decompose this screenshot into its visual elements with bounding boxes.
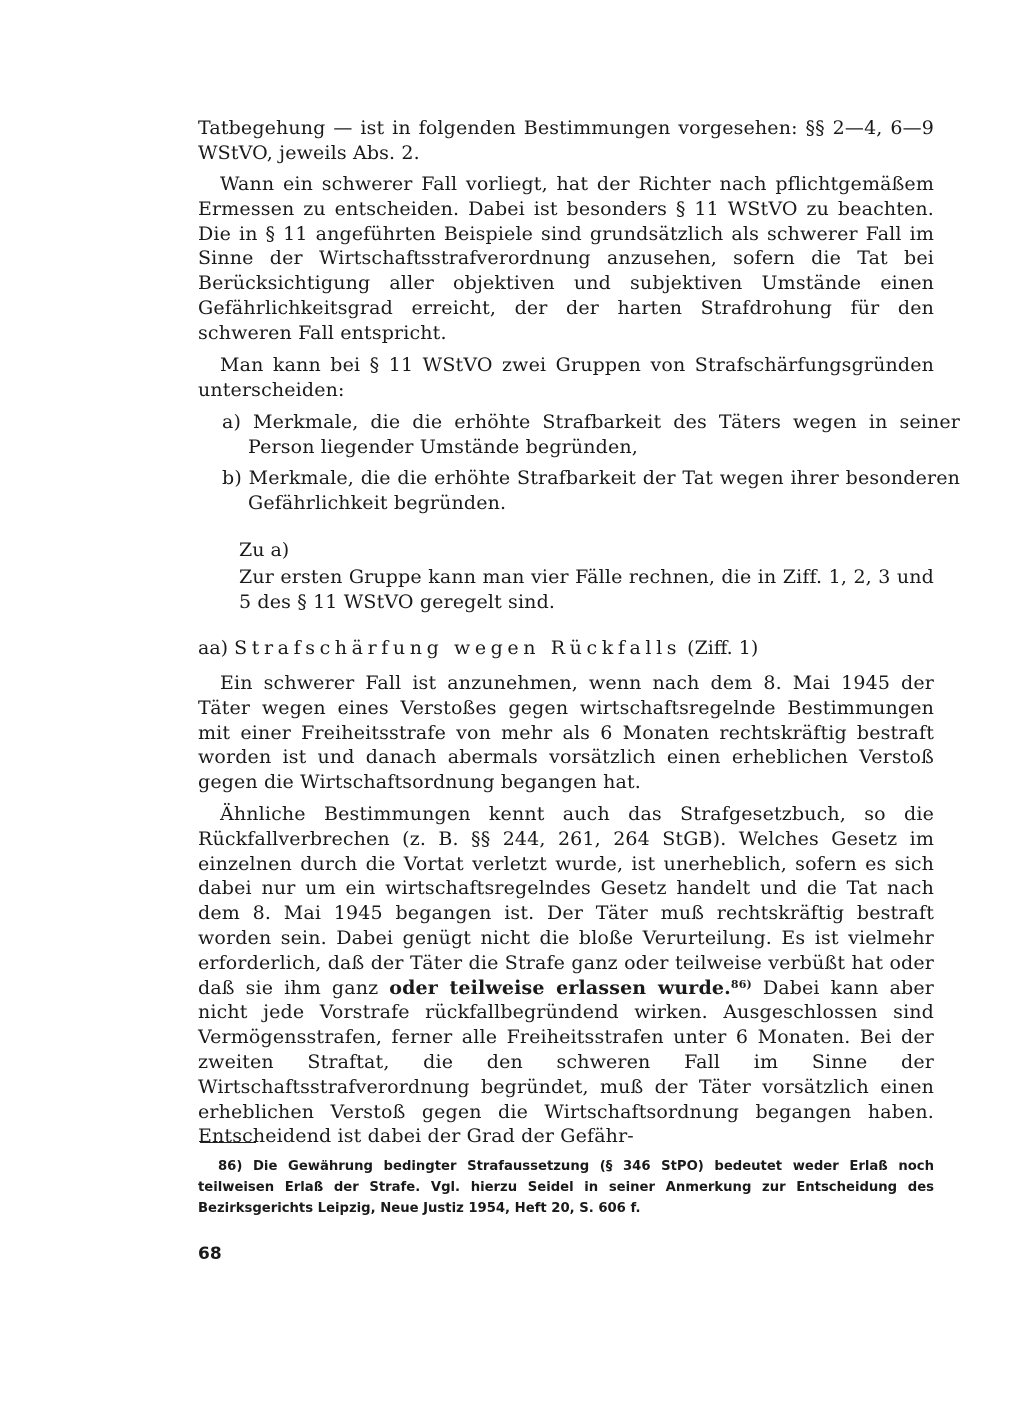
list-item-a: a) Merkmale, die die erhöhte Strafbarkeit des Täters wegen in seiner Person liegender Umstände begründen,: [222, 411, 960, 458]
heading-prefix: aa): [198, 637, 229, 659]
footnote-reference: 86): [730, 977, 752, 991]
paragraph-aehnliche-bestimmungen: [198, 802, 934, 1149]
footnote-86: [198, 1156, 934, 1219]
paragraph-continuation: Tatbegehung — ist in folgenden Bestimmungen vorgesehen: §§ 2—4, 6—9 WStVO, jeweils Abs. 2.: [198, 117, 934, 164]
paragraph-text-bold: oder teilweise erlassen wurde.: [389, 976, 731, 999]
footnote-text: Die Gewährung bedingter Strafaussetzung (§ 346 StPO) bedeutet weder Erlaß noch teilweisen Erlaß der Strafe. Vgl. hierzu Seidel in seiner Anmerkung zur Entscheidung des Bezirksgerichts Leipzig, Neue Justiz 1954, Heft 20, S. 606 f.: [198, 1159, 934, 1216]
paragraph-schwerer-fall-anzunehmen: Ein schwerer Fall ist anzunehmen, wenn nach dem 8. Mai 1945 der Täter wegen eines Verstoßes gegen wirtschaftsregelnde Bestimmungen mit einer Freiheitsstrafe von mehr als 6 Monaten rechtskräftig bestraft worden ist und danach abermals vorsätzlich einen erheblichen Verstoß gegen die Wirtschaftsordnung begangen hat.: [198, 672, 934, 794]
heading-spaced-title: Strafschärfung wegen Rückfalls: [234, 637, 682, 659]
footnote-separator: [200, 1142, 256, 1143]
list-item-b: b) Merkmale, die die erhöhte Strafbarkeit der Tat wegen ihrer besonderen Gefährlichkeit begründen.: [222, 467, 960, 514]
paragraph-gruppen: Man kann bei § 11 WStVO zwei Gruppen von Strafschärfungsgründen unterscheiden:: [198, 354, 934, 401]
heading-suffix: (Ziff. 1): [687, 637, 759, 659]
subheading-zu-a: Zu a): [239, 539, 290, 561]
section-heading-rueckfall: [198, 636, 758, 661]
paragraph-text-part2: Dabei kann aber nicht jede Vorstrafe rückfallbegründend wirken. Ausgeschlossen sind Vermögensstrafen, ferner alle Freiheitsstrafen unter 6 Monaten. Bei der zweiten Straftat, die den schweren Fall im Sinne der Wirtschaftsstrafverordnung begründet, muß der Täter vorsätzlich einen erheblichen Verstoß gegen die Wirtschaftsordnung begangen haben. Entscheidend ist dabei der Grad der Gefähr-: [198, 976, 934, 1148]
paragraph-text-part1: Ähnliche Bestimmungen kennt auch das Strafgesetzbuch, so die Rückfallverbrechen (z. B. §§ 244, 261, 264 StGB). Welches Gesetz im einzelnen durch die Vortat verletzt wurde, ist unerheblich, sofern es sich dabei nur um ein wirtschaftsregelndes Gesetz handelt und die Tat nach dem 8. Mai 1945 begangen ist. Der Täter muß rechtskräftig bestraft worden sein. Dabei genügt nicht die bloße Verurteilung. Es ist vielmehr erforderlich, daß der Täter die Strafe ganz oder teilweise verbüßt hat oder daß sie ihm ganz: [198, 803, 934, 999]
paragraph-erste-gruppe: Zur ersten Gruppe kann man vier Fälle rechnen, die in Ziff. 1, 2, 3 und 5 des § 11 WStVO geregelt sind.: [239, 566, 934, 613]
page-number: 68: [198, 1244, 222, 1264]
paragraph-schwerer-fall: Wann ein schwerer Fall vorliegt, hat der Richter nach pflichtgemäßem Ermessen zu entscheiden. Dabei ist besonders § 11 WStVO zu beachten. Die in § 11 angeführten Beispiele sind grundsätzlich als schwerer Fall im Sinne der Wirtschaftsstrafverordnung anzusehen, sofern die Tat bei Berücksichtigung aller objektiven und subjektiven Umstände einen Gefährlichkeitsgrad erreicht, der der harten Strafdrohung für den schweren Fall entspricht.: [198, 173, 934, 344]
footnote-marker: 86): [218, 1159, 243, 1174]
